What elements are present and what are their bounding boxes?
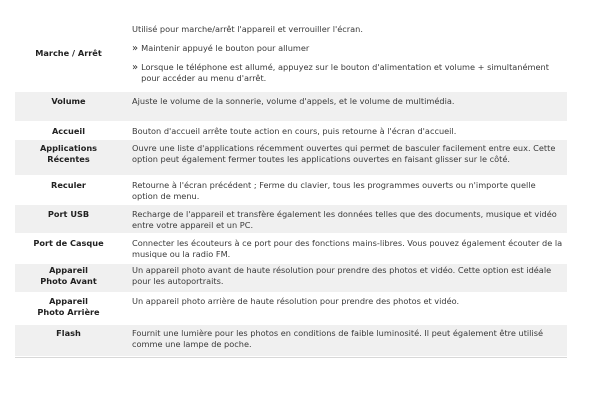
row-description <box>122 143 567 165</box>
row-label: Accueil <box>51 126 86 136</box>
label-line: Appareil <box>49 296 88 306</box>
row-description <box>122 265 567 287</box>
row-label: Marche / Arrêt <box>35 47 102 58</box>
label-line: Photo Avant <box>40 276 97 286</box>
description-text: Recharge de l'appareil et transfère également les données telles que des documents, musique et vidéo entre votre appareil et un PC. <box>132 209 557 230</box>
row-label: Port USB <box>47 209 90 219</box>
label-line: Photo Arrière <box>37 307 100 317</box>
bullet-arrow-icon: » <box>132 43 139 54</box>
row-label: Port de Casque <box>33 238 104 248</box>
row-description <box>122 296 567 307</box>
row-description <box>122 238 567 260</box>
description-text: Ouvre une liste d'applications récemment ouvertes qui permet de basculer facilement entre eux. Cette option peut également fermer toutes les applications ouvertes en faisant glisser sur le côté. <box>132 143 556 164</box>
row-label: Reculer <box>51 180 86 190</box>
row-label: Flash <box>56 328 81 338</box>
bullet-text: Maintenir appuyé le bouton pour allumer <box>141 43 310 53</box>
row-label: Volume <box>51 96 86 106</box>
table-row-applications-recentes <box>15 140 567 176</box>
bullet-arrow-icon: » <box>132 62 139 73</box>
bullet-text: Lorsque le téléphone est allumé, appuyez sur le bouton d'alimentation et volume + simultanément pour accéder au menu d'arrêt. <box>141 62 549 83</box>
description-text: Bouton d'accueil arrête toute action en cours, puis retourne à l'écran d'accueil. <box>132 126 457 136</box>
description-text: Un appareil photo arrière de haute résolution pour prendre des photos et vidéo. <box>132 296 460 306</box>
bullet-item <box>132 43 563 54</box>
label-line: Récentes <box>47 154 90 164</box>
row-label <box>15 143 122 165</box>
table-bottom-divider <box>15 357 567 358</box>
row-description <box>122 209 567 231</box>
label-line: Appareil <box>49 265 88 275</box>
row-description <box>122 126 567 137</box>
row-description <box>122 96 567 107</box>
description-text: Un appareil photo avant de haute résolution pour prendre des photos et vidéo. Cette option est idéale pour les autoportraits. <box>132 265 552 286</box>
description-text: Connecter les écouteurs à ce port pour des fonctions mains-libres. Vous pouvez également écouter de la musique ou la radio FM. <box>132 238 563 259</box>
table-row-reculer <box>15 176 567 205</box>
row-label <box>15 265 122 287</box>
table-row-port-usb <box>15 205 567 234</box>
button-function-table <box>15 15 567 358</box>
description-text: Retourne à l'écran précédent ; Ferme du clavier, tous les programmes ouverts ou n'importe quelle option de menu. <box>132 180 536 201</box>
bullet-item <box>132 62 563 84</box>
description-text: Ajuste le volume de la sonnerie, volume d'appels, et le volume de multimédia. <box>132 96 455 106</box>
table-row-flash <box>15 325 567 357</box>
table-row-port-de-casque <box>15 234 567 264</box>
label-line: Applications <box>39 143 98 153</box>
table-row-volume <box>15 92 567 122</box>
row-description <box>122 15 567 84</box>
table-row-marche-arret <box>15 15 567 92</box>
table-row-accueil <box>15 122 567 140</box>
table-row-appareil-photo-avant <box>15 264 567 293</box>
row-label <box>15 296 122 318</box>
description-text: Fournit une lumière pour les photos en conditions de faible luminosité. Il peut également être utilisé comme une lampe de poche. <box>132 328 544 349</box>
table-row-appareil-photo-arriere <box>15 293 567 325</box>
row-description <box>122 328 567 350</box>
row-description <box>122 180 567 202</box>
description-intro: Utilisé pour marche/arrêt l'appareil et verrouiller l'écran. <box>132 24 363 34</box>
